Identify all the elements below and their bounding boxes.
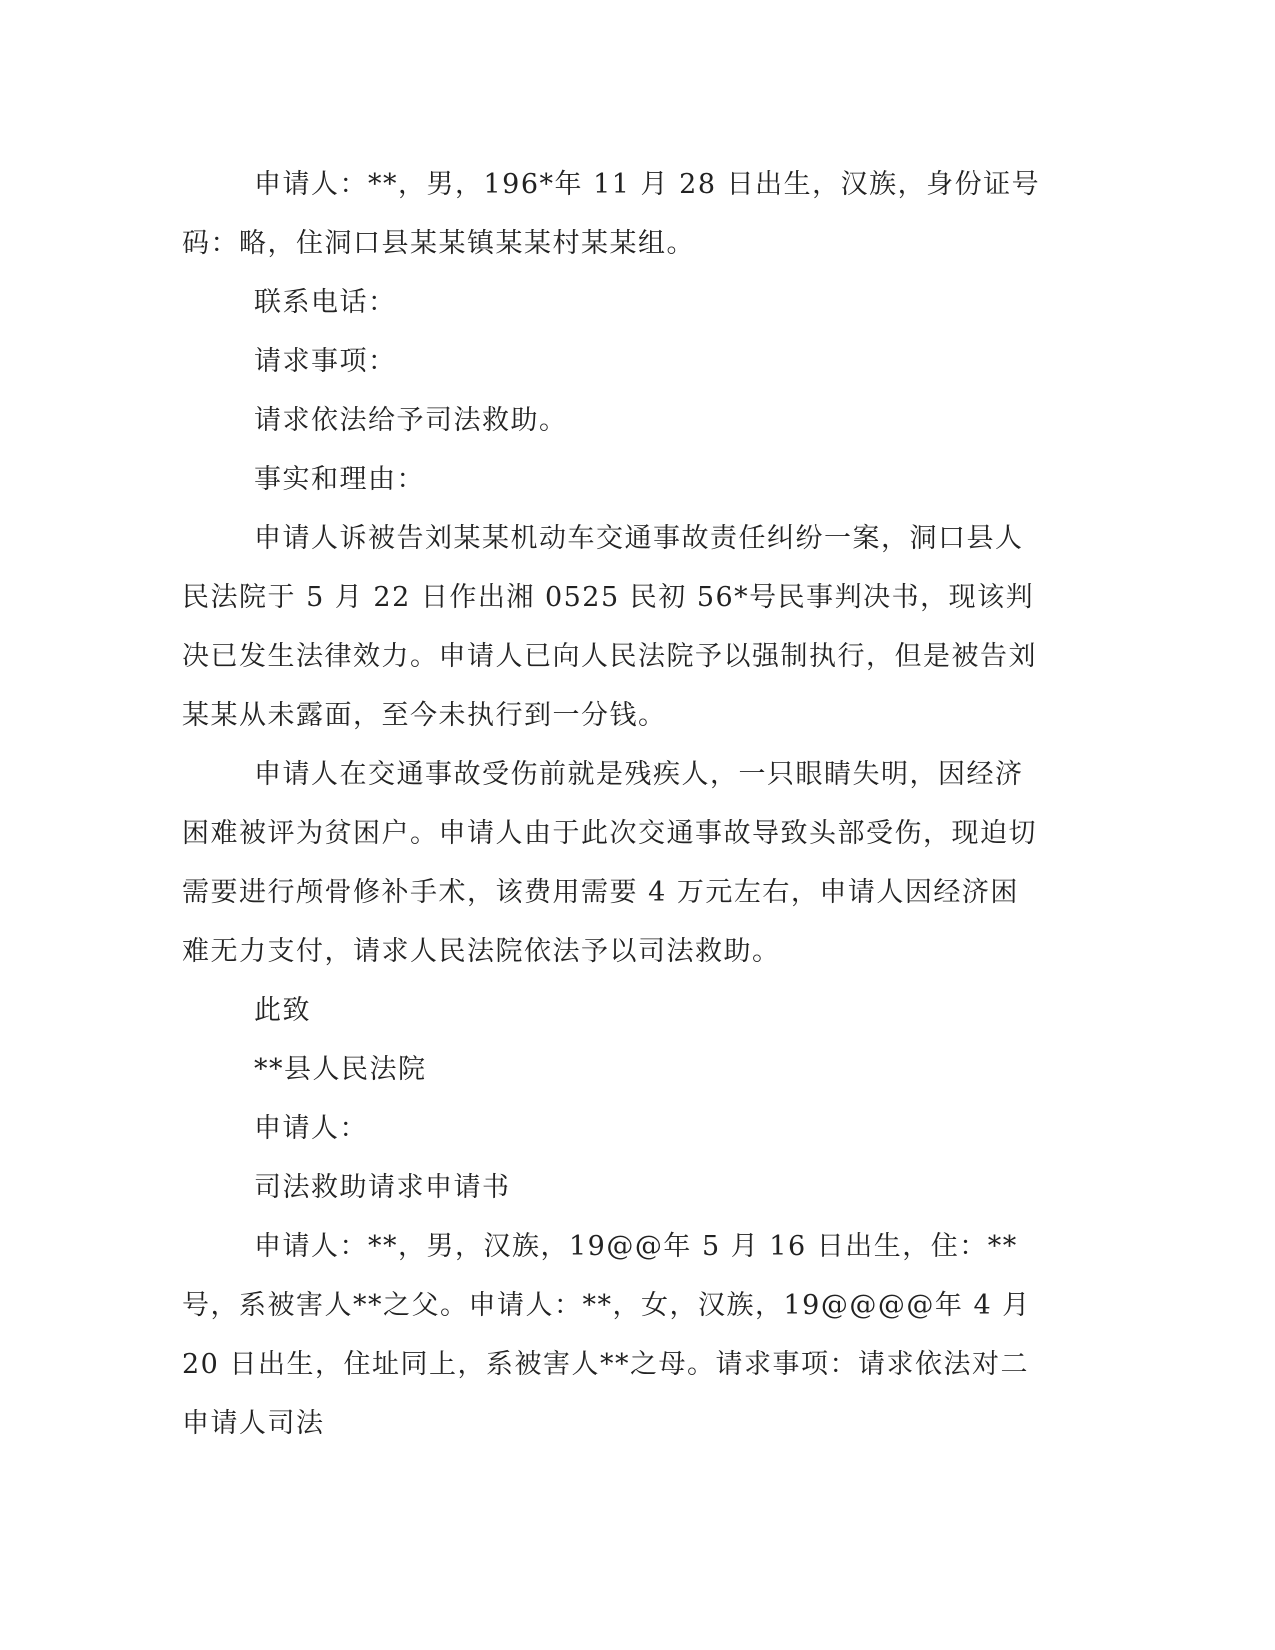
request-items-heading: 请求事项： <box>254 346 397 377</box>
hardship-paragraph: 申请人在交通事故受伤前就是残疾人，一只眼睛失明，因经济困难被评为贫困户。申请人由于此次交通事故导致头部受伤，现迫切需要进行颅骨修补手术，该费用需要 4 万元左右，申请人因经济困难无力支付，请求人民法院依法予以司法救助。 <box>182 759 1037 967</box>
applicant-signature-label: 申请人： <box>254 1113 368 1144</box>
contact-phone-label: 联系电话： <box>254 287 397 318</box>
facts-reasons-heading: 事实和理由： <box>254 464 425 495</box>
second-document-title: 司法救助请求申请书 <box>254 1172 511 1203</box>
applicant-info-paragraph: 申请人：**，男，196*年 11 月 28 日出生，汉族，身份证号码：略，住洞口县某某镇某某村某某组。 <box>182 169 1041 259</box>
case-facts-paragraph: 申请人诉被告刘某某机动车交通事故责任纠纷一案，洞口县人民法院于 5 月 22 日作出湘 0525 民初 56*号民事判决书，现该判决已发生法律效力。申请人已向人民法院予以强制执行，但是被告刘某某从未露面，至今未执行到一分钱。 <box>182 523 1037 731</box>
court-addressee: **县人民法院 <box>254 1054 427 1085</box>
request-items-paragraph: 请求依法给予司法救助。 <box>254 405 568 436</box>
second-applicants-paragraph: 申请人：**，男，汉族，19@@年 5 月 16 日出生，住：**号，系被害人**之父。申请人：**，女，汉族，19@@@@年 4 月 20 日出生，住址同上，系被害人**之母。请求事项：请求依法对二申请人司法 <box>182 1231 1041 1439</box>
salutation: 此致 <box>254 995 311 1026</box>
document-body <box>182 155 1042 1453</box>
